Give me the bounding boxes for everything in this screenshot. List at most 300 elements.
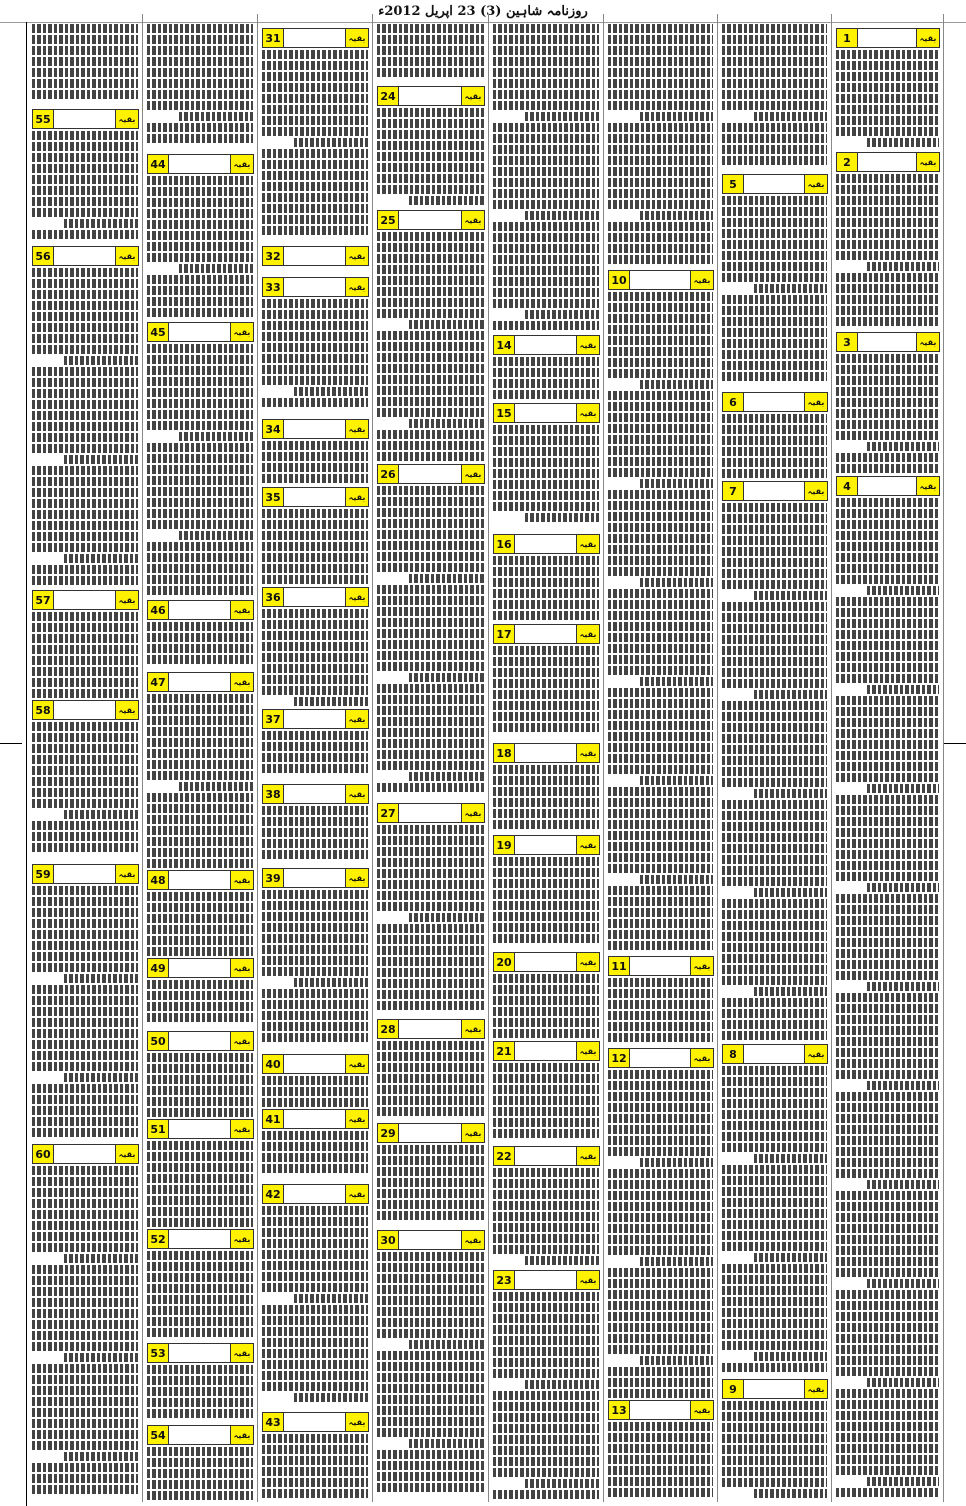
text-line bbox=[262, 1261, 368, 1270]
text-line bbox=[867, 138, 939, 147]
text-line bbox=[493, 776, 599, 785]
text-line bbox=[722, 134, 827, 143]
text-line bbox=[754, 1253, 828, 1262]
text-line bbox=[262, 310, 368, 319]
continuation-label: بقیہ bbox=[690, 957, 713, 975]
text-line bbox=[836, 1400, 939, 1409]
text-line bbox=[262, 850, 368, 859]
text-line bbox=[147, 542, 253, 551]
text-line bbox=[377, 1384, 484, 1393]
continuation-number: 26 bbox=[378, 465, 399, 483]
text-line bbox=[262, 1153, 368, 1162]
text-line bbox=[722, 469, 827, 478]
text-line bbox=[640, 380, 714, 389]
text-line bbox=[147, 947, 253, 956]
text-line bbox=[754, 987, 828, 996]
text-line bbox=[377, 783, 484, 792]
text-line bbox=[493, 189, 599, 198]
text-line bbox=[608, 897, 713, 906]
text-line bbox=[262, 160, 368, 169]
text-line bbox=[608, 391, 713, 400]
continuation-box bbox=[608, 270, 714, 290]
continuation-label: بقیہ bbox=[345, 1413, 368, 1431]
continuation-box bbox=[32, 246, 139, 266]
continuation-box bbox=[377, 1019, 485, 1039]
article-text bbox=[836, 50, 939, 152]
text-line bbox=[493, 809, 599, 818]
article-text bbox=[262, 509, 368, 587]
text-line bbox=[147, 1108, 253, 1117]
continuation-number: 56 bbox=[33, 247, 54, 265]
news-column-2 bbox=[718, 14, 832, 1502]
text-line bbox=[147, 275, 253, 284]
text-line bbox=[377, 1156, 484, 1165]
text-line bbox=[867, 685, 939, 694]
text-line bbox=[32, 788, 138, 797]
article-text bbox=[493, 24, 599, 335]
text-line bbox=[32, 131, 138, 140]
article-text bbox=[836, 498, 939, 1502]
continuation-number: 14 bbox=[494, 336, 515, 354]
text-line bbox=[493, 123, 599, 132]
text-line bbox=[32, 1364, 138, 1373]
text-line bbox=[32, 1287, 138, 1296]
text-line bbox=[722, 1242, 827, 1251]
text-line bbox=[722, 218, 827, 227]
text-line bbox=[722, 954, 827, 963]
text-line bbox=[608, 512, 713, 521]
text-line bbox=[493, 1245, 599, 1254]
continuation-box bbox=[32, 109, 139, 129]
continuation-number: 31 bbox=[263, 29, 284, 47]
continuation-label: بقیہ bbox=[345, 1110, 368, 1128]
left-margin-rule bbox=[26, 22, 27, 1506]
text-line bbox=[722, 514, 827, 523]
text-line bbox=[262, 553, 368, 562]
text-line bbox=[377, 1107, 484, 1116]
text-line bbox=[493, 1446, 599, 1455]
text-line bbox=[147, 1447, 253, 1456]
article-text bbox=[493, 765, 599, 835]
text-line bbox=[493, 1490, 599, 1499]
text-line bbox=[608, 600, 713, 609]
text-line bbox=[722, 767, 827, 776]
article-text bbox=[32, 722, 138, 864]
text-line bbox=[32, 941, 138, 950]
text-line bbox=[32, 678, 138, 687]
article-text bbox=[32, 131, 138, 246]
text-line bbox=[867, 1180, 939, 1189]
article-text bbox=[262, 1131, 368, 1184]
article-text bbox=[608, 24, 713, 270]
text-line bbox=[64, 974, 138, 983]
text-line bbox=[493, 974, 599, 983]
text-line bbox=[722, 317, 827, 326]
text-line bbox=[608, 101, 713, 110]
text-line bbox=[147, 1097, 253, 1106]
text-line bbox=[493, 996, 599, 1005]
text-line bbox=[836, 553, 939, 562]
text-line bbox=[262, 441, 368, 450]
continuation-number: 33 bbox=[263, 278, 284, 296]
text-line bbox=[836, 50, 939, 59]
text-line bbox=[836, 828, 939, 837]
text-line bbox=[608, 457, 713, 466]
text-line bbox=[377, 728, 484, 737]
continuation-label: بقیہ bbox=[230, 1032, 253, 1050]
text-line bbox=[377, 563, 484, 572]
text-line bbox=[493, 134, 599, 143]
continuation-box bbox=[262, 1054, 369, 1074]
continuation-label: بقیہ bbox=[345, 247, 368, 265]
text-line bbox=[754, 789, 828, 798]
text-line bbox=[493, 156, 599, 165]
text-line bbox=[493, 589, 599, 598]
text-line bbox=[409, 772, 484, 781]
text-line bbox=[262, 1467, 368, 1476]
text-line bbox=[377, 1285, 484, 1294]
text-line bbox=[262, 753, 368, 762]
text-line bbox=[836, 630, 939, 639]
text-line bbox=[147, 716, 253, 725]
text-line bbox=[147, 1013, 253, 1022]
text-line bbox=[493, 1018, 599, 1027]
text-line bbox=[147, 1458, 253, 1467]
text-line bbox=[147, 366, 253, 375]
text-line bbox=[147, 253, 253, 262]
text-line bbox=[377, 946, 484, 955]
text-line bbox=[722, 196, 827, 205]
text-line bbox=[147, 848, 253, 857]
text-line bbox=[64, 1073, 138, 1082]
text-line bbox=[32, 667, 138, 676]
text-line bbox=[608, 156, 713, 165]
text-line bbox=[836, 174, 939, 183]
continuation-box bbox=[608, 1048, 714, 1068]
text-line bbox=[722, 207, 827, 216]
text-line bbox=[608, 699, 713, 708]
text-line bbox=[262, 967, 368, 976]
text-line bbox=[722, 723, 827, 732]
text-line bbox=[608, 523, 713, 532]
text-line bbox=[608, 1136, 713, 1145]
text-line bbox=[722, 1220, 827, 1229]
text-line bbox=[608, 1488, 713, 1497]
text-line bbox=[608, 424, 713, 433]
text-line bbox=[608, 233, 713, 242]
text-line bbox=[493, 277, 599, 286]
text-line bbox=[262, 839, 368, 848]
text-line bbox=[377, 408, 484, 417]
continuation-box bbox=[32, 1144, 139, 1164]
text-line bbox=[262, 945, 368, 954]
continuation-label: بقیہ bbox=[576, 1042, 599, 1060]
text-line bbox=[836, 116, 939, 125]
text-line bbox=[836, 1466, 939, 1475]
text-line bbox=[377, 519, 484, 528]
text-line bbox=[493, 1391, 599, 1400]
text-line bbox=[608, 1378, 713, 1387]
text-line bbox=[836, 1444, 939, 1453]
text-line bbox=[722, 756, 827, 765]
text-line bbox=[608, 1301, 713, 1310]
text-line bbox=[147, 586, 253, 595]
text-line bbox=[493, 890, 599, 899]
text-line bbox=[147, 1317, 253, 1326]
text-line bbox=[64, 219, 138, 228]
text-line bbox=[722, 123, 827, 132]
text-line bbox=[608, 611, 713, 620]
text-line bbox=[836, 861, 939, 870]
text-line bbox=[836, 564, 939, 573]
article-text bbox=[377, 1145, 484, 1230]
text-line bbox=[377, 1417, 484, 1426]
text-line bbox=[722, 447, 827, 456]
text-line bbox=[32, 153, 138, 162]
continuation-label: بقیہ bbox=[804, 1045, 827, 1063]
text-line bbox=[493, 458, 599, 467]
text-line bbox=[722, 646, 827, 655]
text-line bbox=[493, 266, 599, 275]
text-line bbox=[32, 1386, 138, 1395]
continuation-number: 6 bbox=[723, 393, 744, 411]
text-line bbox=[262, 1250, 368, 1259]
text-line bbox=[525, 211, 599, 220]
text-line bbox=[836, 608, 939, 617]
continuation-box bbox=[493, 1270, 600, 1290]
text-line bbox=[262, 204, 368, 213]
text-line bbox=[262, 1478, 368, 1487]
text-line bbox=[32, 1419, 138, 1428]
text-line bbox=[608, 567, 713, 576]
continuation-label: بقیہ bbox=[345, 588, 368, 606]
text-line bbox=[147, 198, 253, 207]
text-line bbox=[493, 1303, 599, 1312]
text-line bbox=[377, 163, 484, 172]
article-text bbox=[147, 892, 253, 958]
text-line bbox=[722, 79, 827, 88]
text-line bbox=[722, 580, 827, 589]
text-line bbox=[493, 1179, 599, 1188]
text-line bbox=[836, 1059, 939, 1068]
text-line bbox=[377, 1296, 484, 1305]
text-line bbox=[32, 57, 138, 66]
text-line bbox=[836, 718, 939, 727]
text-line bbox=[608, 1092, 713, 1101]
text-line bbox=[377, 847, 484, 856]
text-line bbox=[836, 196, 939, 205]
text-line bbox=[722, 668, 827, 677]
continuation-box bbox=[147, 672, 254, 692]
text-line bbox=[147, 476, 253, 485]
text-line bbox=[147, 231, 253, 240]
text-line bbox=[722, 635, 827, 644]
article-text bbox=[262, 441, 368, 487]
text-line bbox=[722, 90, 827, 99]
text-line bbox=[32, 1375, 138, 1384]
article-text bbox=[262, 731, 368, 784]
continuation-number: 3 bbox=[837, 333, 858, 351]
text-line bbox=[32, 908, 138, 917]
continuation-box bbox=[722, 392, 828, 412]
text-line bbox=[147, 134, 253, 143]
text-line bbox=[377, 486, 484, 495]
continuation-label: بقیہ bbox=[804, 393, 827, 411]
continuation-label: بقیہ bbox=[461, 1020, 484, 1038]
continuation-number: 2 bbox=[837, 153, 858, 171]
text-line bbox=[493, 101, 599, 110]
text-line bbox=[836, 306, 939, 315]
continuation-box bbox=[262, 709, 369, 729]
article-text bbox=[377, 1252, 484, 1502]
text-line bbox=[377, 141, 484, 150]
text-line bbox=[147, 633, 253, 642]
continuation-label: بقیہ bbox=[576, 836, 599, 854]
text-line bbox=[836, 1136, 939, 1145]
text-line bbox=[608, 222, 713, 231]
article-text bbox=[722, 1066, 827, 1379]
text-line bbox=[262, 193, 368, 202]
text-line bbox=[608, 1444, 713, 1453]
text-line bbox=[32, 433, 138, 442]
text-line bbox=[754, 888, 828, 897]
text-line bbox=[867, 442, 939, 451]
text-line bbox=[377, 629, 484, 638]
text-line bbox=[722, 1456, 827, 1465]
text-line bbox=[836, 960, 939, 969]
text-line bbox=[147, 1469, 253, 1478]
text-line bbox=[147, 1284, 253, 1293]
text-line bbox=[262, 1338, 368, 1347]
text-line bbox=[147, 1328, 253, 1337]
text-line bbox=[640, 578, 714, 587]
text-line bbox=[32, 1084, 138, 1093]
text-line bbox=[32, 279, 138, 288]
text-line bbox=[64, 810, 138, 819]
text-line bbox=[608, 435, 713, 444]
continuation-number: 5 bbox=[723, 175, 744, 193]
text-line bbox=[722, 778, 827, 787]
continuation-box bbox=[493, 743, 600, 763]
text-line bbox=[722, 1110, 827, 1119]
text-line bbox=[32, 186, 138, 195]
continuation-label: بقیہ bbox=[690, 1401, 713, 1419]
continuation-number: 54 bbox=[148, 1426, 169, 1444]
text-line bbox=[262, 1164, 368, 1173]
text-line bbox=[722, 1275, 827, 1284]
text-line bbox=[32, 1128, 138, 1137]
text-line bbox=[147, 1075, 253, 1084]
text-line bbox=[377, 364, 484, 373]
article-text bbox=[147, 1365, 253, 1425]
text-line bbox=[262, 764, 368, 773]
text-line bbox=[377, 585, 484, 594]
continuation-box bbox=[262, 1109, 369, 1129]
article-text bbox=[377, 232, 484, 464]
text-line bbox=[493, 723, 599, 732]
continuation-label: بقیہ bbox=[690, 271, 713, 289]
text-line bbox=[493, 857, 599, 866]
article-text bbox=[493, 1063, 599, 1146]
text-line bbox=[836, 520, 939, 529]
text-line bbox=[722, 1077, 827, 1086]
text-line bbox=[377, 750, 484, 759]
text-line bbox=[493, 68, 599, 77]
text-line bbox=[32, 886, 138, 895]
continuation-number: 22 bbox=[494, 1147, 515, 1165]
text-line bbox=[836, 1356, 939, 1365]
text-line bbox=[147, 1163, 253, 1172]
text-line bbox=[640, 776, 714, 785]
article-text bbox=[147, 1251, 253, 1343]
text-line bbox=[493, 1292, 599, 1301]
continuation-number: 55 bbox=[33, 110, 54, 128]
text-line bbox=[722, 68, 827, 77]
continuation-box bbox=[262, 1412, 369, 1432]
text-line bbox=[262, 1206, 368, 1215]
text-line bbox=[608, 622, 713, 631]
continuation-box bbox=[493, 624, 600, 644]
continuation-label: بقیہ bbox=[230, 155, 253, 173]
continuation-box bbox=[722, 481, 828, 501]
text-line bbox=[836, 240, 939, 249]
text-line bbox=[377, 1406, 484, 1415]
text-line bbox=[493, 923, 599, 932]
text-line bbox=[32, 90, 138, 99]
continuation-box bbox=[32, 700, 139, 720]
continuation-box bbox=[377, 1123, 485, 1143]
text-line bbox=[147, 892, 253, 901]
text-line bbox=[32, 268, 138, 277]
text-line bbox=[32, 389, 138, 398]
continuation-number: 11 bbox=[609, 957, 630, 975]
text-line bbox=[377, 397, 484, 406]
text-line bbox=[32, 175, 138, 184]
continuation-number: 18 bbox=[494, 744, 515, 762]
text-line bbox=[32, 832, 138, 841]
text-line bbox=[608, 325, 713, 334]
continuation-box bbox=[262, 587, 369, 607]
text-line bbox=[493, 357, 599, 366]
text-line bbox=[147, 622, 253, 631]
text-line bbox=[32, 1430, 138, 1439]
text-line bbox=[722, 1401, 827, 1410]
continuation-number: 1 bbox=[837, 29, 858, 47]
continuation-box bbox=[32, 590, 139, 610]
text-line bbox=[608, 90, 713, 99]
continuation-label: بقیہ bbox=[115, 1145, 138, 1163]
text-line bbox=[608, 1125, 713, 1134]
text-line bbox=[377, 1001, 484, 1010]
text-line bbox=[836, 696, 939, 705]
text-line bbox=[836, 1004, 939, 1013]
text-line bbox=[493, 578, 599, 587]
text-line bbox=[836, 218, 939, 227]
text-line bbox=[493, 934, 599, 943]
text-line bbox=[147, 1273, 253, 1282]
text-line bbox=[32, 963, 138, 972]
continuation-label: بقیہ bbox=[345, 1185, 368, 1203]
article-text bbox=[377, 1041, 484, 1123]
text-line bbox=[377, 375, 484, 384]
text-line bbox=[836, 872, 939, 881]
text-line bbox=[377, 1450, 484, 1459]
continuation-label: بقیہ bbox=[461, 87, 484, 105]
text-line bbox=[262, 1349, 368, 1358]
article-text bbox=[493, 556, 599, 624]
text-line bbox=[377, 1472, 484, 1481]
continuation-label: بقیہ bbox=[345, 488, 368, 506]
